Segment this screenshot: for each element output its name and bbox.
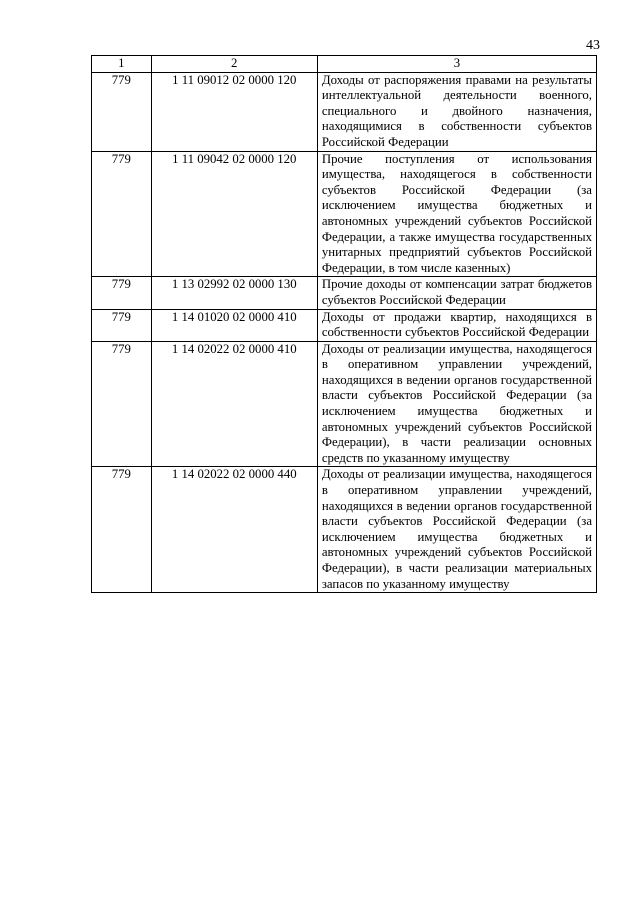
column-header-2: 2 (151, 56, 317, 73)
revenue-code-cell: 1 14 02022 02 0000 440 (151, 467, 317, 593)
admin-code-cell: 779 (92, 277, 152, 309)
admin-code-cell: 779 (92, 341, 152, 467)
table-header-row (92, 56, 597, 73)
revenue-name-cell: Доходы от реализации имущества, находящегося в оперативном управлении учреждений, находящихся в ведении органов государственной власти субъектов Российской Федерации (за исключением имущества бюджетных и автономных учреждений субъектов Российской Федерации), в части реализации основных средств по указанному имуществу (317, 341, 596, 467)
revenue-name-cell: Прочие поступления от использования имущества, находящегося в собственности субъектов Российской Федерации (за исключением имущества бюджетных и автономных учреждений субъектов Российской Федерации, а также имущества государственных унитарных предприятий субъектов Российской Федерации, в том числе казенных) (317, 151, 596, 277)
revenue-name-cell: Доходы от распоряжения правами на результаты интеллектуальной деятельности военного, специального и двойного назначения, находящимися в собственности субъектов Российской Федерации (317, 72, 596, 151)
admin-code-cell: 779 (92, 467, 152, 593)
revenue-name-cell: Доходы от реализации имущества, находящегося в оперативном управлении учреждений, находящихся в ведении органов государственной власти субъектов Российской Федерации (за исключением имущества бюджетных и автономных учреждений субъектов Российской Федерации), в части реализации материальных запасов по указанному имуществу (317, 467, 596, 593)
budget-revenue-table (91, 55, 597, 593)
table-row (92, 309, 597, 341)
admin-code-cell: 779 (92, 72, 152, 151)
revenue-code-cell: 1 13 02992 02 0000 130 (151, 277, 317, 309)
table-row (92, 151, 597, 277)
revenue-code-cell: 1 11 09042 02 0000 120 (151, 151, 317, 277)
admin-code-cell: 779 (92, 151, 152, 277)
revenue-code-cell: 1 11 09012 02 0000 120 (151, 72, 317, 151)
table-row (92, 277, 597, 309)
revenue-code-cell: 1 14 01020 02 0000 410 (151, 309, 317, 341)
table-row (92, 341, 597, 467)
revenue-name-cell: Прочие доходы от компенсации затрат бюджетов субъектов Российской Федерации (317, 277, 596, 309)
admin-code-cell: 779 (92, 309, 152, 341)
page-number: 43 (586, 38, 600, 53)
column-header-3: 3 (317, 56, 596, 73)
table-row (92, 467, 597, 593)
revenue-code-cell: 1 14 02022 02 0000 410 (151, 341, 317, 467)
column-header-1: 1 (92, 56, 152, 73)
table-row (92, 72, 597, 151)
revenue-name-cell: Доходы от продажи квартир, находящихся в собственности субъектов Российской Федерации (317, 309, 596, 341)
